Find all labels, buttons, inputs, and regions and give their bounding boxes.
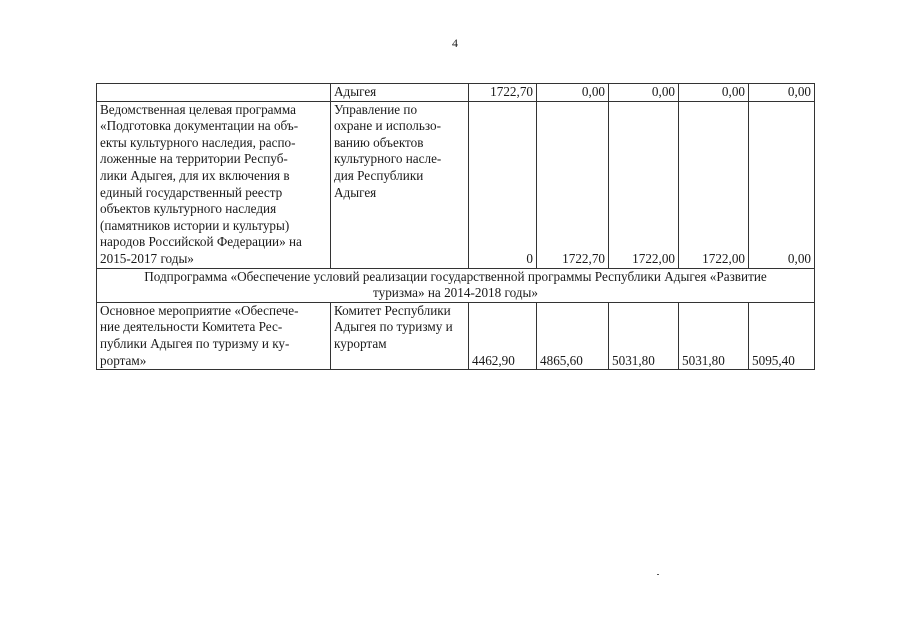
text-line: ложенные на территории Респуб- (100, 151, 288, 167)
text-line: (памятников истории и культуры) (100, 217, 290, 233)
text-line: народов Российской Федерации» на (100, 234, 302, 250)
budget-table (96, 83, 815, 370)
table-cell-value: 5031,80 (679, 302, 749, 369)
table-cell-value: 0,00 (537, 84, 609, 102)
table-cell-value: 4462,90 (469, 302, 537, 369)
table-cell-value: 5031,80 (609, 302, 679, 369)
table-row-subprogram (97, 268, 815, 302)
table-cell-org (331, 302, 469, 369)
text-line: культурного насле- (334, 151, 442, 167)
table-cell-value: 1722,00 (679, 101, 749, 268)
text-line: Основное мероприятие «Обеспече- (100, 302, 299, 318)
text-line: Подпрограмма «Обеспечение условий реализации государственной программы Республики Адыгея «Развитие (144, 268, 767, 284)
table-cell-value: 0,00 (749, 84, 815, 102)
table-cell-value: 0,00 (609, 84, 679, 102)
table-cell-program (97, 302, 331, 369)
table-cell-value: 1722,00 (609, 101, 679, 268)
table-cell-value: 1722,70 (469, 84, 537, 102)
table-row-program (97, 101, 815, 268)
table-cell-value: 1722,70 (537, 101, 609, 268)
text-line: Управление по (334, 101, 418, 117)
table-cell-program (97, 84, 331, 102)
text-line: охране и использо- (334, 118, 441, 134)
text-line: лики Адыгея, для их включения в (100, 167, 290, 183)
scan-speck (657, 574, 659, 575)
text-line: Адыгея (334, 184, 377, 200)
table-row-activity (97, 302, 815, 369)
table-cell-value: 4865,60 (537, 302, 609, 369)
text-line: курортам (334, 335, 387, 351)
text-line: «Подготовка документации на объ- (100, 118, 299, 134)
text-line: дия Республики (334, 167, 424, 183)
table-cell-value: 0 (469, 101, 537, 268)
text-line: Комитет Республики (334, 302, 451, 318)
table-cell-value: 5095,40 (749, 302, 815, 369)
text-line: 2015-2017 годы» (100, 250, 194, 266)
text-line: публики Адыгея по туризму и ку- (100, 335, 290, 351)
table-cell-org (331, 101, 469, 268)
text-line: рортам» (100, 352, 147, 368)
text-line: единый государственный реестр (100, 184, 283, 200)
table-cell-org: Адыгея (331, 84, 469, 102)
table-cell-value: 0,00 (749, 101, 815, 268)
text-line: екты культурного наследия, распо- (100, 134, 296, 150)
text-line: туризма» на 2014-2018 годы» (373, 285, 538, 301)
page-number: 4 (452, 36, 458, 50)
text-line: Адыгея по туризму и (334, 319, 453, 335)
text-line: объектов культурного наследия (100, 201, 277, 217)
table-cell-value: 0,00 (679, 84, 749, 102)
table-row-continuation (97, 84, 815, 102)
text-line: ванию объектов (334, 134, 424, 150)
text-line: Ведомственная целевая программа (100, 101, 296, 117)
subprogram-title (97, 268, 815, 302)
text-line: ние деятельности Комитета Рес- (100, 319, 283, 335)
table-cell-program (97, 101, 331, 268)
